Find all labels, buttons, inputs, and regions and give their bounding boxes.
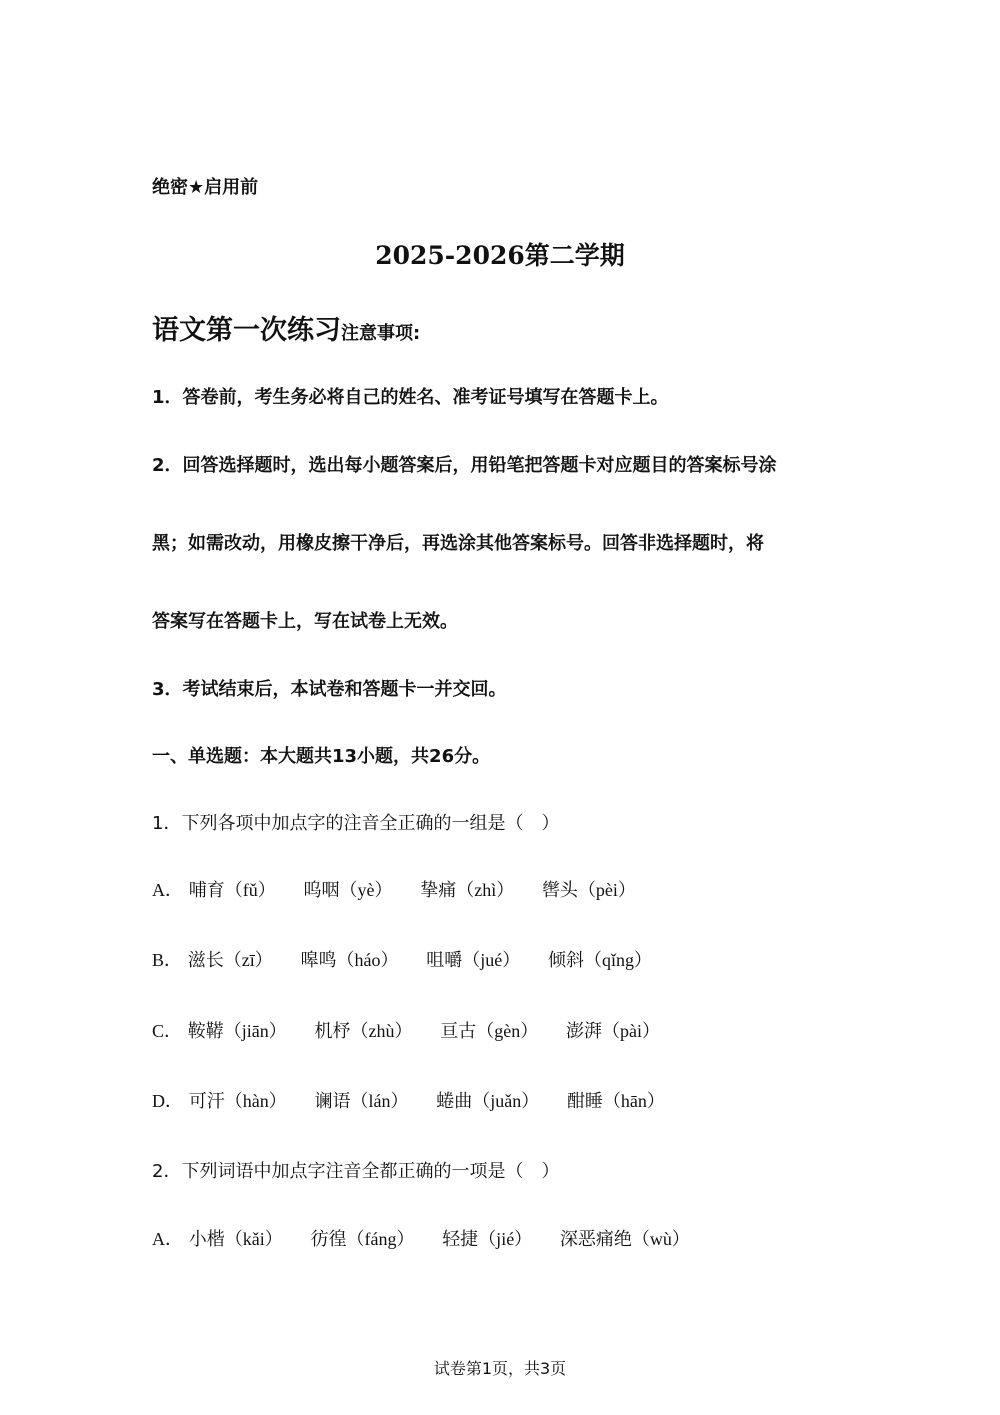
option-pinyin: （háo）: [336, 950, 399, 970]
option-item: [420, 876, 514, 902]
option-item: [548, 946, 652, 972]
subtitle-row: [152, 308, 420, 347]
note-2-cont: 黑；如需改动，用橡皮擦干净后，再选涂其他答案标号。回答非选择题时，将: [152, 533, 764, 554]
question-2-stem: 2．下列词语中加点字注音全都正确的一项是（ ）: [152, 1161, 560, 1182]
option-letter: A．: [152, 1229, 183, 1249]
option-letter: C．: [152, 1021, 183, 1041]
option-pinyin: （zī）: [223, 950, 273, 970]
option-word: 亘古: [440, 1021, 477, 1042]
option-word: 呜咽: [303, 880, 340, 901]
option-item: [314, 1017, 412, 1043]
option-word: 酣睡: [566, 1091, 603, 1112]
option-item: [303, 876, 392, 902]
option-item: [566, 1017, 660, 1043]
option-item: [436, 1087, 539, 1113]
option-pinyin: （qǐng）: [583, 950, 652, 970]
option-item: [188, 1017, 287, 1043]
note-2: 2．回答选择题时，选出每小题答案后，用铅笔把答题卡对应题目的答案标号涂: [152, 455, 777, 476]
option-word: 蜷曲: [436, 1091, 473, 1112]
option-word: 小楷: [188, 1229, 225, 1250]
option-item: [567, 1087, 665, 1113]
option-item: [189, 876, 276, 902]
question-1-option-b: [152, 946, 674, 972]
option-item: [440, 1017, 538, 1043]
option-item: [560, 1225, 690, 1251]
option-item: [189, 1087, 287, 1113]
option-letter: B．: [152, 950, 183, 970]
option-pinyin: （wù）: [631, 1229, 690, 1249]
option-pinyin: （jué）: [462, 950, 521, 970]
option-word: 轻捷: [442, 1229, 479, 1250]
page-title: 2025-2026第二学期: [375, 241, 625, 270]
option-item: [310, 1225, 414, 1251]
option-word: 哺育: [188, 880, 225, 901]
option-word: 澎湃: [565, 1021, 602, 1042]
notice-heading: 注意事项:: [341, 323, 421, 344]
section-heading: 一、单选题：本大题共13小题，共26分。: [152, 746, 491, 767]
confidential-label: 绝密★启用前: [152, 177, 259, 198]
question-1-stem: 1．下列各项中加点字的注音全正确的一组是（ ）: [152, 813, 560, 834]
option-item: [188, 946, 273, 972]
option-word: 彷徨: [310, 1229, 347, 1250]
option-pinyin: （zhì）: [456, 880, 515, 900]
option-pinyin: （hàn）: [224, 1091, 287, 1111]
question-1-option-a: [152, 876, 658, 902]
option-pinyin: （juǎn）: [472, 1091, 540, 1111]
option-word: 鞍鞯: [187, 1021, 224, 1042]
note-1: 1．答卷前，考生务必将自己的姓名、准考证号填写在答题卡上。: [152, 387, 669, 408]
option-word: 嗥鸣: [300, 950, 337, 971]
option-pinyin: （pèi）: [577, 880, 636, 900]
option-item: [442, 1225, 532, 1251]
option-item: [426, 946, 520, 972]
option-word: 挚痛: [420, 880, 457, 901]
option-pinyin: （fáng）: [346, 1229, 415, 1249]
option-letter: A．: [152, 880, 183, 900]
option-word: 深恶痛绝: [559, 1229, 632, 1250]
note-2-end: 答案写在答题卡上，写在试卷上无效。: [152, 611, 458, 632]
question-1-option-c: [152, 1017, 682, 1043]
option-word: 倾斜: [547, 950, 584, 971]
option-pinyin: （gèn）: [476, 1021, 539, 1041]
option-pinyin: （fǔ）: [224, 880, 276, 900]
option-pinyin: （kǎi）: [224, 1229, 283, 1249]
option-pinyin: （zhù）: [350, 1021, 413, 1041]
option-letter: D．: [152, 1091, 183, 1111]
page-footer: 试卷第1页，共3页: [433, 1359, 567, 1378]
option-item: [314, 1087, 408, 1113]
option-item: [300, 946, 398, 972]
option-pinyin: （yè）: [339, 880, 393, 900]
option-word: 滋长: [187, 950, 224, 971]
option-word: 辔头: [541, 880, 578, 901]
option-pinyin: （jié）: [478, 1229, 533, 1249]
note-3: 3．考试结束后，本试卷和答题卡一并交回。: [152, 679, 507, 700]
option-pinyin: （lán）: [350, 1091, 409, 1111]
question-1-option-d: [152, 1087, 687, 1113]
exam-subtitle: 语文第一次练习: [152, 315, 341, 346]
option-word: 机杼: [314, 1021, 351, 1042]
option-item: [542, 876, 636, 902]
option-word: 咀嚼: [426, 950, 463, 971]
option-pinyin: （hān）: [602, 1091, 665, 1111]
option-word: 可汗: [188, 1091, 225, 1112]
option-pinyin: （pài）: [601, 1021, 660, 1041]
option-pinyin: （jiān）: [223, 1021, 287, 1041]
option-item: [189, 1225, 283, 1251]
option-word: 谰语: [314, 1091, 351, 1112]
question-2-option-a: [152, 1225, 712, 1251]
